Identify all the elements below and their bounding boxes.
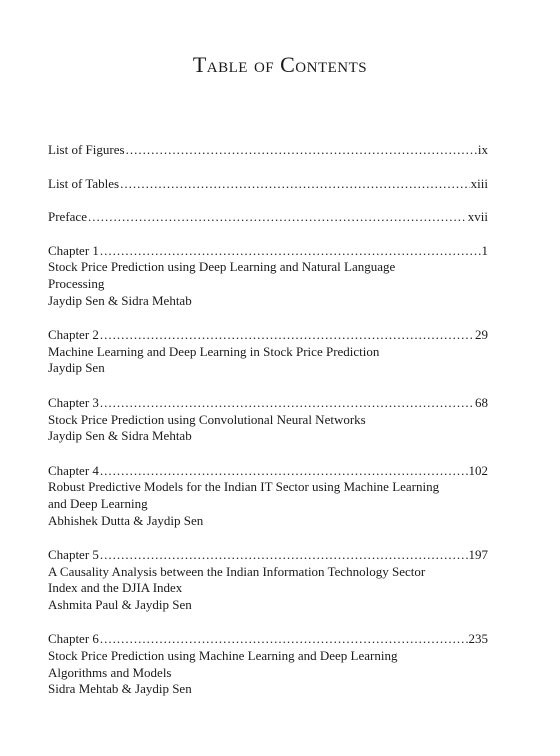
chapter-page: 102 bbox=[468, 462, 488, 478]
chapter-authors: Abhishek Dutta & Jaydip Sen bbox=[48, 512, 204, 528]
chapter-label: Chapter 1 bbox=[48, 242, 99, 258]
toc-chapter-3[interactable] bbox=[48, 395, 488, 445]
chapter-heading-line bbox=[48, 547, 488, 564]
toc-chapter-1[interactable] bbox=[48, 243, 488, 309]
chapter-label: Chapter 6 bbox=[48, 631, 99, 647]
chapter-page: 235 bbox=[468, 631, 488, 647]
chapter-label: Chapter 4 bbox=[48, 462, 99, 478]
toc-entry-page: ix bbox=[477, 142, 488, 157]
chapter-heading-line bbox=[48, 395, 488, 412]
toc-entry-label: List of Figures bbox=[48, 142, 125, 157]
chapter-title: Machine Learning and Deep Learning in Stock Price Prediction bbox=[48, 343, 380, 359]
chapter-page: 197 bbox=[468, 547, 488, 563]
toc-entry-preface[interactable] bbox=[48, 209, 488, 226]
toc-entry-label: List of Tables bbox=[48, 175, 120, 191]
chapter-label: Chapter 2 bbox=[48, 327, 99, 343]
toc-chapter-4[interactable] bbox=[48, 463, 488, 529]
dot-leader bbox=[100, 395, 474, 412]
toc-entry-list-of-tables[interactable] bbox=[48, 176, 488, 193]
toc-entry-label: Preface bbox=[48, 209, 87, 225]
chapter-heading-line bbox=[48, 631, 488, 648]
toc-entry-list-of-figures[interactable] bbox=[48, 142, 488, 159]
chapter-page: 29 bbox=[475, 327, 488, 343]
dot-leader bbox=[100, 631, 468, 648]
dot-leader bbox=[100, 463, 468, 480]
table-of-contents bbox=[48, 142, 488, 716]
chapter-authors: Ashmita Paul & Jaydip Sen bbox=[48, 596, 192, 612]
toc-chapter-2[interactable] bbox=[48, 327, 488, 377]
chapter-authors: Sidra Mehtab & Jaydip Sen bbox=[48, 681, 192, 697]
toc-chapter-5[interactable] bbox=[48, 547, 488, 613]
chapter-title: Stock Price Prediction using Machine Learning and Deep Learning Algorithms and Models bbox=[48, 648, 398, 680]
toc-chapter-6[interactable] bbox=[48, 631, 488, 697]
chapter-authors: Jaydip Sen bbox=[48, 360, 105, 376]
dot-leader bbox=[126, 142, 477, 159]
chapter-title: Stock Price Prediction using Deep Learning and Natural Language Processing bbox=[48, 259, 396, 291]
dot-leader bbox=[100, 327, 474, 344]
chapter-authors: Jaydip Sen & Sidra Mehtab bbox=[48, 428, 192, 444]
chapter-heading-line bbox=[48, 463, 488, 480]
toc-entry-page: xiii bbox=[470, 175, 488, 191]
dot-leader bbox=[88, 209, 467, 226]
chapter-heading-line bbox=[48, 243, 488, 260]
chapter-title: Robust Predictive Models for the Indian IT Sector using Machine Learning and Deep Learning bbox=[48, 479, 440, 511]
toc-entry-page: xvii bbox=[467, 209, 488, 225]
chapter-label: Chapter 5 bbox=[48, 547, 99, 563]
dot-leader bbox=[100, 243, 481, 260]
chapter-heading-line bbox=[48, 327, 488, 344]
chapter-label: Chapter 3 bbox=[48, 394, 99, 410]
chapter-page: 68 bbox=[475, 394, 488, 410]
chapter-page: 1 bbox=[481, 242, 488, 258]
chapter-authors: Jaydip Sen & Sidra Mehtab bbox=[48, 292, 192, 308]
chapter-title: Stock Price Prediction using Convolutional Neural Networks bbox=[48, 411, 366, 427]
dot-leader bbox=[100, 547, 468, 564]
chapter-title: A Causality Analysis between the Indian Information Technology Sector Index and the DJIA Index bbox=[48, 563, 426, 596]
page-title: Table of Contents bbox=[192, 52, 368, 77]
dot-leader bbox=[120, 176, 470, 193]
